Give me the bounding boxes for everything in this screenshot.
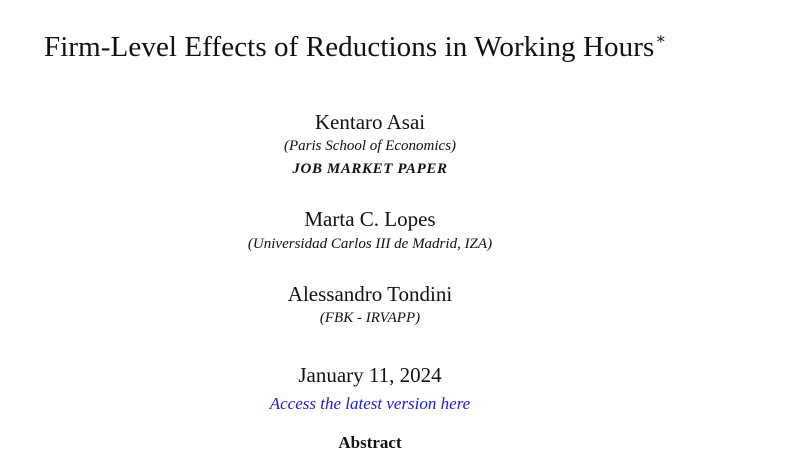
latest-version-link-row <box>0 394 740 413</box>
job-market-paper-label: JOB MARKET PAPER <box>292 161 448 177</box>
author-name-2: Marta C. Lopes <box>304 207 436 231</box>
author-affiliation-3: (FBK - IRVAPP) <box>319 310 421 326</box>
author-name-1: Kentaro Asai <box>314 110 426 134</box>
abstract-heading: Abstract <box>338 433 402 452</box>
latest-version-link[interactable]: Access the latest version here <box>269 394 471 413</box>
paper-title <box>44 30 666 65</box>
paper-title-text: Firm-Level Effects of Reductions in Working Hours <box>44 31 655 63</box>
author-name-3: Alessandro Tondini <box>287 282 453 306</box>
paper-date: January 11, 2024 <box>298 363 442 387</box>
author-affiliation-1: (Paris School of Economics) <box>283 138 457 154</box>
title-footnote-marker[interactable]: ∗ <box>655 31 667 48</box>
author-affiliation-2: (Universidad Carlos III de Madrid, IZA) <box>247 236 493 252</box>
